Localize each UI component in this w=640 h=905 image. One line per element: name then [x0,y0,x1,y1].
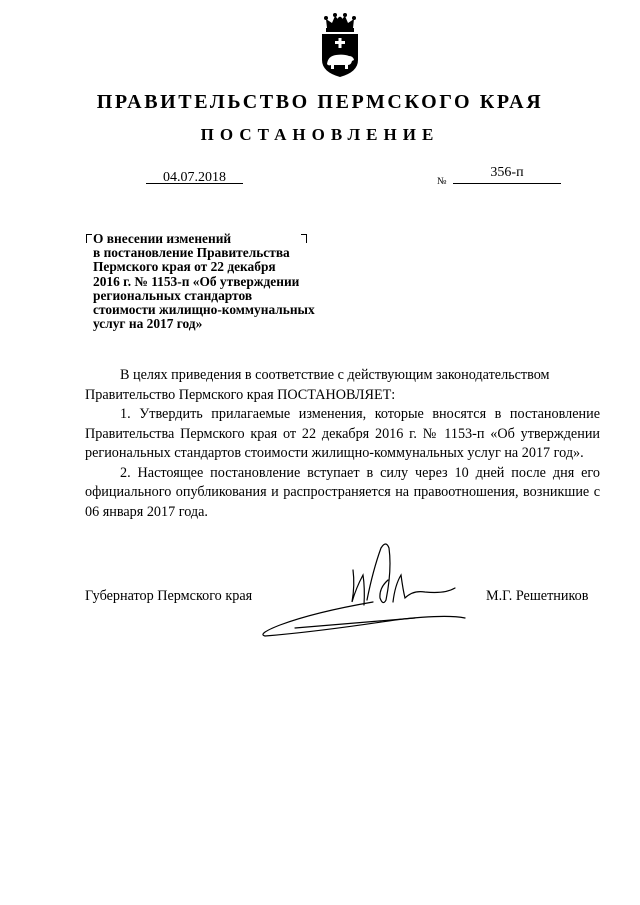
intro-line-2: Правительство Пермского края ПОСТАНОВЛЯЕТ: [85,386,396,403]
item-1: 1. Утвердить прилагаемые изменения, которые вносятся в постановление Правительства Пермского края от 22 декабря 2016 г. № 1153-п «Об утверждении региональных стандартов стоимости жилищно-коммунальных услуг на 2017 год». [85,406,600,461]
document-type-title: ПОСТАНОВЛЕНИЕ [200,125,440,144]
document-number: 356-п [490,165,524,180]
subject-line: стоимости жилищно-коммунальных [93,302,315,318]
subject-line: региональных стандартов [93,287,253,303]
coat-of-arms-icon [318,12,362,78]
document-date: 04.07.2018 [163,170,226,185]
organization-title: ПРАВИТЕЛЬСТВО ПЕРМСКОГО КРАЯ [96,91,544,113]
subject-line: услуг на 2017 год» [93,316,203,332]
subject-block [93,232,363,331]
intro-line-1: В целях приведения в соответствие с действующим законодательством [120,367,550,383]
item-2: 2. Настоящее постановление вступает в силу через 10 дней после дня его официального опубликования и распространяется на правоотношения, возникшие с 06 января 2017 года. [85,464,600,520]
subject-line: 2016 г. № 1153-п «Об утверждении [93,273,300,289]
handwritten-signature [255,540,495,645]
number-underline [453,183,561,184]
subject-line: О внесении изменений [93,231,232,246]
signatory-position: Губернатор Пермского края [85,588,253,604]
date-underline [146,183,243,184]
subject-line: в постановление Правительства [93,245,290,261]
decree-body [85,366,600,522]
subject-line: Пермского края от 22 декабря [93,259,276,275]
signatory-name: М.Г. Решетников [486,588,589,604]
number-sign: № [437,176,447,187]
subject-bracket-left [86,234,92,243]
